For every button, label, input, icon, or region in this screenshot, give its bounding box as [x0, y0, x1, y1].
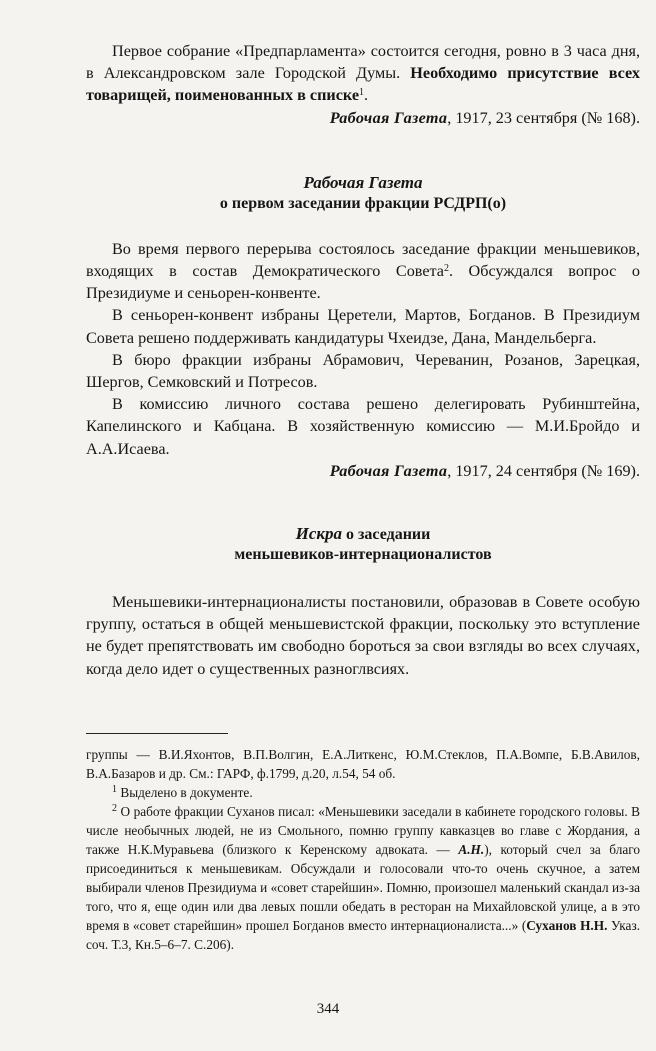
heading-title: Искра: [295, 524, 342, 544]
source-citation-2: [86, 460, 640, 482]
section-heading-3: [86, 524, 640, 565]
footnote-2: $^2$ О работе фракции Суханов писал: «Меньшевики заседали в кабинете городского головы. В числе необычных людей, не из Смольного, помню группу кавказцев во главе с Жордания, а также Н.К.Муравьева (близкого к Керенскому адвоката. — А.Н.), который счел за благо присоединиться к меньшевикам. Обсуждали и голосовали что-то очень скучное, а затем выбирали членов Президиума и «совет старейшин». Помню, произошел маленький скандал из-за того, что я, еще один или два левых пошли обедать в ресторан на Михайловской улице, а в это время в «совет старейшин» прошел Богданов вместо интернационалиста...» (Суханов Н.Н. Указ. соч. Т.3, Кн.5–6–7. С.206).: [86, 803, 641, 952]
footnote-divider: [86, 733, 228, 734]
source-details: , 1917, 23 сентября (№ 168).: [447, 108, 640, 127]
paragraph: Меньшевики-интернационалисты постановили, образовав в Совете особую группу, остаться в общей меньшевистской фракции, поскольку это вступление не будет препятствовать им свободно бороться за свои взгляды во всех случаях, когда дело идет о существенных разноглвсиях.: [86, 593, 640, 678]
heading-subtitle: меньшевиков-интернационалистов: [234, 546, 492, 564]
section-heading-2: [86, 173, 640, 214]
paragraph: В сеньорен-конвент избраны Церетели, Мартов, Богданов. В Президиум Совета решено поддерживать кандидатуры Чхеидзе, Дана, Мандельберга.: [86, 306, 640, 347]
paragraph: В бюро фракции избраны Абрамович, Череванин, Розанов, Зарецкая, Шергов, Семковский и Потресов.: [86, 350, 640, 392]
footnote-1: $^1$ Выделено в документе.: [112, 784, 253, 800]
paragraph: Во время первого перерыва состоялось заседание фракции меньшевиков, входящих в состав Демократического Совета$^2$. Обсуждался вопрос о Президиуме и сеньорен-конвенте.: [86, 239, 640, 303]
footnote-continuation: группы — В.И.Яхонтов, В.П.Волгин, Е.А.Литкенс, Ю.М.Стеклов, П.А.Вомпе, Б.В.Авилов, В.А.Базаров и др. См.: ГАРФ, ф.1799, д.20, л.54, 54 об.: [86, 747, 640, 781]
source-name: Рабочая Газета: [329, 108, 448, 127]
paragraph: В комиссию личного состава решено делегировать Рубинштейна, Капелинского и Кабцана. В хозяйственную комиссию — М.И.Бройдо и А.А.Исаева.: [86, 395, 640, 458]
source-details: , 1917, 24 сентября (№ 169).: [447, 461, 640, 480]
footnote-ref-1: 1: [359, 87, 365, 99]
page-number: 344: [316, 1001, 340, 1017]
announcement-bold-text: Необходимо присутствие всех товарищей, поименованных в списке: [86, 64, 640, 105]
document-page: [86, 40, 640, 680]
footnotes: [86, 745, 640, 954]
source-name: Рабочая Газета: [329, 461, 448, 480]
announcement-text: Первое собрание «Предпарламента» состоится сегодня, ровно в 3 часа дня, в Александровском зале Городской Думы.: [86, 42, 640, 83]
footnote-ref-2: 2: [444, 263, 449, 275]
heading-title-rest: о заседании: [342, 526, 431, 544]
announcement-paragraph: Первое собрание «Предпарламента» состоится сегодня, ровно в 3 часа дня, в Александровском зале Городской Думы. Необходимо присутствие всех товарищей, поименованных в списке$^1$.: [86, 42, 640, 105]
heading-title: Рабочая Газета: [303, 172, 423, 192]
source-citation-1: [86, 107, 640, 129]
heading-subtitle: о первом заседании фракции РСДРП(о): [219, 194, 507, 212]
